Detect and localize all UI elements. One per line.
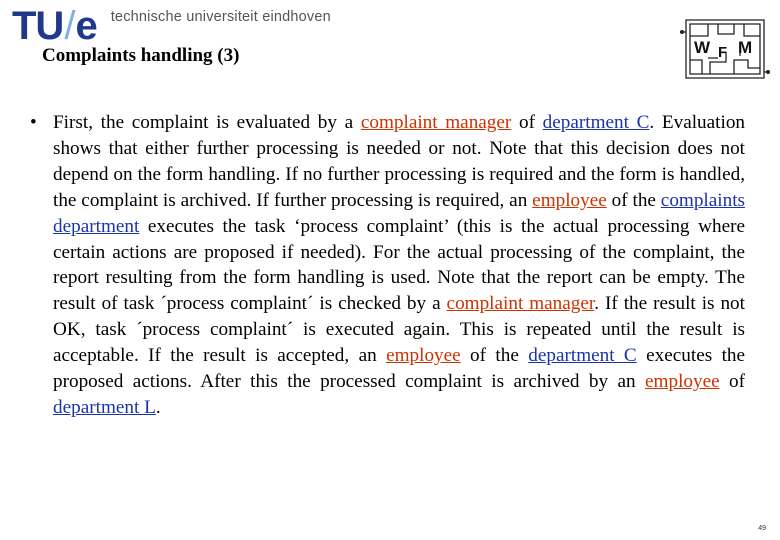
text-segment: executes the task ‘process complaint’ (this is the actual processing where certain actions are proposed if needed). For the actual processing of the complaint, the report resulting from the form handling is used. Note that the report can be empty. The result of task ´process complaint´ is checked by a [53,215,745,315]
role-term: employee [532,189,607,211]
text-segment: First, the complaint is evaluated by a [53,112,361,133]
department-term: department L [53,396,156,418]
logo-mark-tu: TU [12,4,64,48]
department-term: complaints department [53,189,745,237]
text-segment: of the [606,189,661,211]
text-segment: . Evaluation shows that either further processing is needed or not. Note that this decision does not depend on the form handling. If no further processing is required and the form is handled, the complaint is archived. If further processing is required, an [53,112,746,211]
wfm-letter-m: M [738,38,753,57]
wfm-letter-w: W [694,38,711,57]
bullet-marker: • [30,112,37,133]
logo-mark-e: e [75,4,97,48]
wfm-logo [678,16,770,86]
text-segment: . [155,396,161,418]
tue-logo-mark [12,4,97,48]
department-term: department C [542,112,650,133]
body-paragraph [53,110,745,421]
text-segment: . If the result is not OK, task ´process complaint´ is executed again. This is repeated until the result is acceptable. If the result is accepted, an [53,293,745,367]
page-number: 49 [758,525,766,532]
university-name: technische universiteit eindhoven [110,9,331,25]
text-segment: of [719,371,746,393]
role-term: complaint manager [446,293,595,315]
role-term: employee [386,345,461,367]
text-segment: of the [460,345,529,367]
tue-logo [12,4,331,48]
role-term: complaint manager [360,112,512,133]
logo-mark-slash: / [64,4,75,48]
role-term: employee [645,371,720,393]
text-segment: of [511,112,543,133]
department-term: department C [528,345,637,367]
wfm-letter-f: F [718,44,728,61]
slide-title: Complaints handling (3) [42,45,240,66]
bullet-item [30,110,745,421]
text-segment: executes the proposed actions. After this the processed complaint is archived by an [53,345,746,393]
